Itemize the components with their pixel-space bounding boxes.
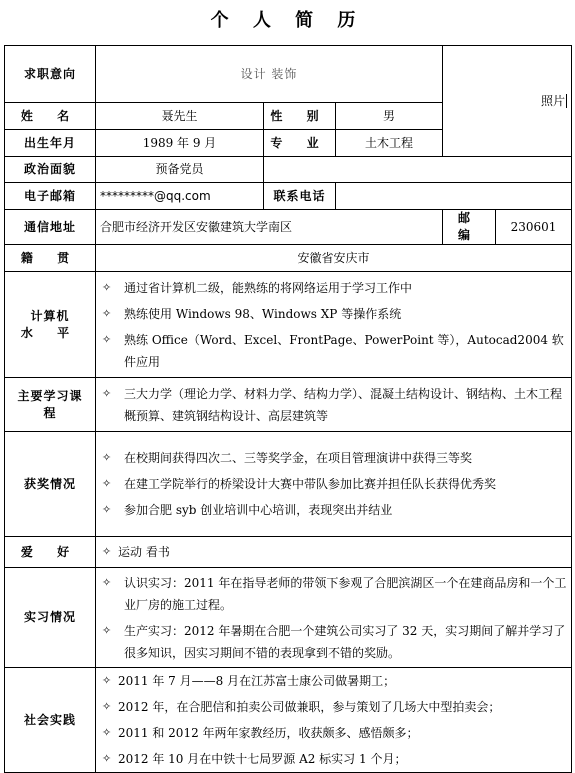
email-label: 电子邮箱 [5, 183, 96, 210]
awards-item-text: 在校期间获得四次二、三等奖学金，在项目管理演讲中获得三等奖 [124, 451, 473, 465]
political-blank [264, 157, 572, 183]
hobby-label: 爱 好 [5, 537, 96, 568]
internship-item-text: 认识实习：2011 年在指导老师的带领下参观了合肥滨湖区一个在建商品房和一个工业厂房的施工过程。 [124, 575, 567, 612]
hobby-list [98, 539, 569, 565]
social-item [98, 668, 569, 694]
native-value: 安徽省安庆市 [96, 245, 572, 272]
computer-row [5, 272, 572, 378]
major-value: 土木工程 [336, 130, 443, 157]
courses-label-line2: 程 [43, 405, 57, 420]
diamond-bullet-icon: ✧ [102, 451, 112, 464]
internship-row [5, 568, 572, 668]
diamond-bullet-icon: ✧ [102, 503, 112, 516]
courses-list [98, 381, 569, 429]
courses-item [98, 381, 569, 429]
diamond-bullet-icon: ✧ [102, 386, 112, 400]
social-label: 社会实践 [5, 668, 96, 773]
intent-row [5, 46, 572, 103]
name-value: 聂先生 [96, 103, 264, 130]
diamond-bullet-icon: ✧ [102, 332, 112, 346]
diamond-bullet-icon: ✧ [102, 674, 112, 687]
diamond-bullet-icon: ✧ [102, 726, 112, 739]
diamond-bullet-icon: ✧ [102, 752, 112, 765]
diamond-bullet-icon: ✧ [102, 623, 112, 637]
gender-label: 性 别 [264, 103, 336, 130]
major-label: 专 业 [264, 130, 336, 157]
political-value: 预备党员 [96, 157, 264, 183]
internship-item-text: 生产实习：2012 年暑期在合肥一个建筑公司实习了 32 天，实习期间了解并学习了很多知识，因实习期间不错的表现拿到不错的奖励。 [124, 623, 566, 660]
social-item-text: 2012 年，在合肥信和拍卖公司做兼职，参与策划了几场大中型拍卖会； [118, 700, 501, 714]
computer-item [98, 275, 569, 301]
computer-item-text: 通过省计算机二级，能熟练的将网络运用于学习工作中 [124, 280, 413, 295]
awards-item-text: 参加合肥 syb 创业培训中心培训，表现突出并结业 [124, 503, 393, 517]
courses-label-line1: 主要学习课 [17, 388, 83, 403]
social-item-text: 2011 和 2012 年两年家教经历，收获颇多、感悟颇多； [118, 726, 419, 740]
social-row [5, 668, 572, 773]
page-title: 个 人 简 历 [210, 10, 365, 31]
computer-item-text: 熟练使用 Windows 98、Windows XP 等操作系统 [124, 306, 402, 321]
diamond-bullet-icon: ✧ [102, 575, 112, 589]
diamond-bullet-icon: ✧ [102, 477, 112, 490]
social-item [98, 746, 569, 772]
email-value: *********@qq.com [96, 183, 264, 210]
awards-row [5, 432, 572, 537]
computer-list [98, 275, 569, 375]
photo-label: 照片 [541, 93, 566, 108]
internship-item [98, 570, 569, 618]
social-item [98, 694, 569, 720]
social-item-text: 2012 年 10 月在中铁十七局罗源 A2 标实习 1 个月； [118, 752, 407, 766]
address-row [5, 210, 572, 245]
photo-placeholder [443, 46, 572, 157]
address-label: 通信地址 [5, 210, 96, 245]
postcode-label: 邮 编 [443, 210, 496, 245]
native-label: 籍 贯 [5, 245, 96, 272]
phone-value [336, 183, 572, 210]
diamond-bullet-icon: ✧ [102, 306, 112, 320]
hobby-item [98, 539, 569, 565]
diamond-bullet-icon: ✧ [102, 700, 112, 713]
social-item-text: 2011 年 7 月——8 月在江苏富士康公司做暑期工； [118, 674, 396, 688]
computer-label-line1: 计算机 [30, 308, 70, 323]
resume-table [4, 45, 572, 773]
computer-item-text: 熟练 Office（Word、Excel、FrontPage、PowerPoint 等），Autocad2004 软件应用 [124, 332, 564, 369]
email-row [5, 183, 572, 210]
birth-label: 出生年月 [5, 130, 96, 157]
computer-label-line2: 水 平 [20, 325, 80, 340]
awards-item [98, 445, 569, 471]
native-row [5, 245, 572, 272]
awards-item [98, 471, 569, 497]
social-item [98, 720, 569, 746]
awards-list [98, 445, 569, 523]
intent-label: 求职意向 [5, 46, 96, 103]
internship-list [98, 570, 569, 666]
computer-item [98, 301, 569, 327]
postcode-value: 230601 [496, 210, 572, 245]
phone-label: 联系电话 [264, 183, 336, 210]
hobby-item-text: 运动 看书 [118, 545, 170, 559]
computer-item [98, 327, 569, 375]
gender-value: 男 [336, 103, 443, 130]
diamond-bullet-icon: ✧ [102, 280, 112, 294]
courses-item-text: 三大力学（理论力学、材料力学、结构力学）、混凝土结构设计、钢结构、土木工程概预算、建筑钢结构设计、高层建筑等 [124, 386, 563, 423]
political-label: 政治面貌 [5, 157, 96, 183]
social-list [98, 668, 569, 772]
awards-item-text: 在建工学院举行的桥梁设计大赛中带队参加比赛并担任队长获得优秀奖 [124, 477, 497, 491]
computer-label [5, 272, 96, 378]
internship-label: 实习情况 [5, 568, 96, 668]
address-value: 合肥市经济开发区安徽建筑大学南区 [96, 210, 443, 245]
awards-label: 获奖情况 [5, 432, 96, 537]
hobby-row [5, 537, 572, 568]
courses-row [5, 378, 572, 432]
courses-label [5, 378, 96, 432]
internship-item [98, 618, 569, 666]
political-row [5, 157, 572, 183]
intent-value: 设计 装饰 [96, 46, 443, 103]
name-label: 姓 名 [5, 103, 96, 130]
birth-value: 1989 年 9 月 [96, 130, 264, 157]
diamond-bullet-icon: ✧ [102, 545, 112, 558]
awards-item [98, 497, 569, 523]
